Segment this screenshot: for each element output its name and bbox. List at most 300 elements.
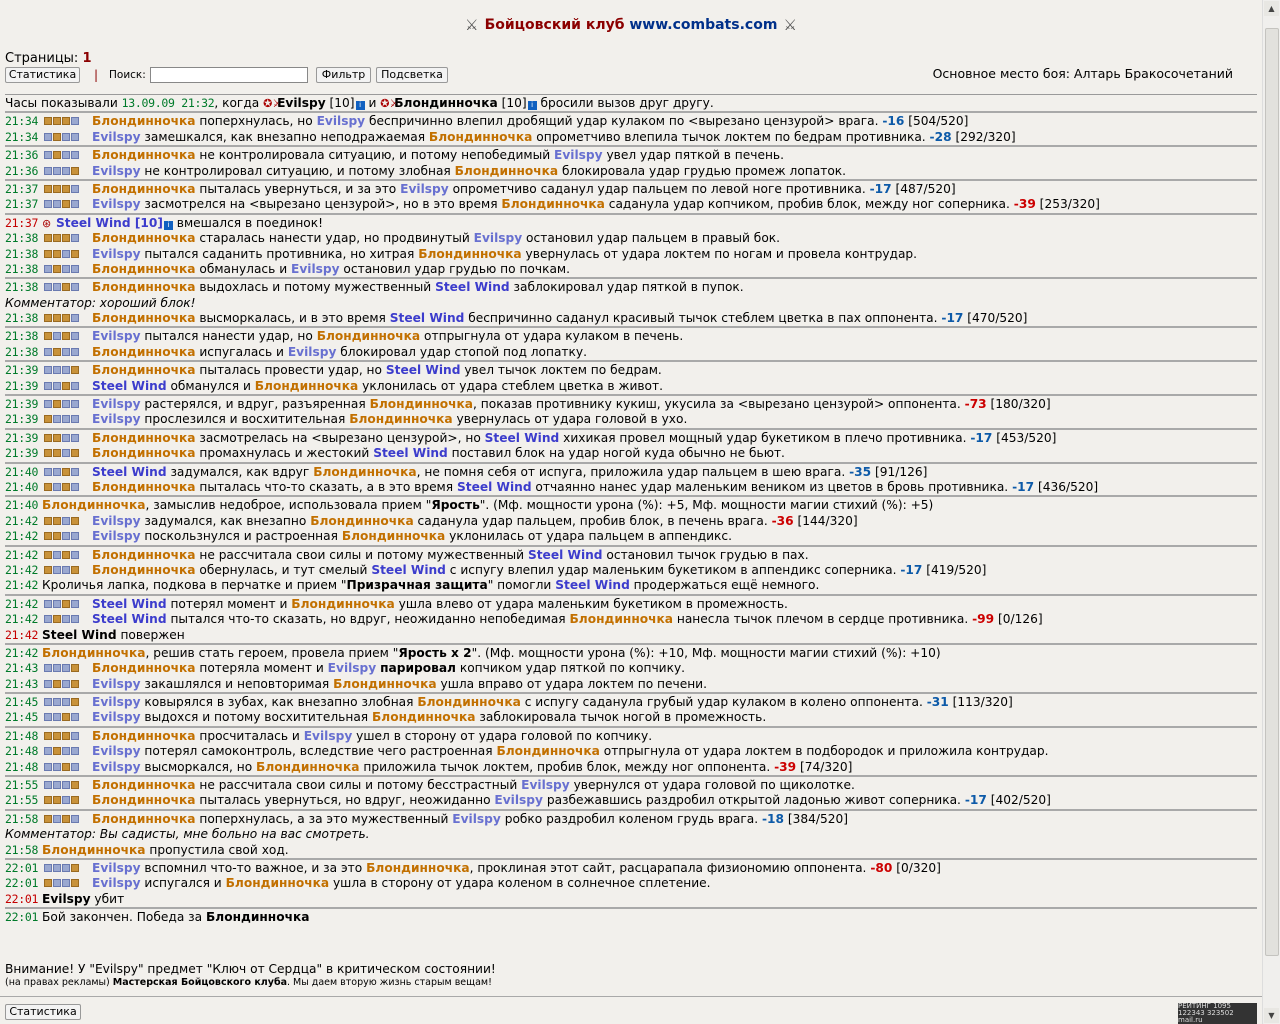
damage-value: -17 bbox=[970, 430, 993, 445]
log-text: [436/520] bbox=[1034, 479, 1099, 494]
log-text: вспомнил что-то важное, и за это bbox=[140, 860, 367, 875]
stats-button-bottom[interactable]: Статистика bbox=[5, 1004, 81, 1020]
log-text: засмотрелся на <вырезано цензурой>, но в это время bbox=[140, 197, 502, 212]
zone-square-icon bbox=[53, 400, 61, 408]
zone-square-icon bbox=[44, 434, 52, 442]
player-steel-wind[interactable]: Steel Wind bbox=[456, 479, 532, 494]
zone-square-icon bbox=[71, 532, 79, 540]
zone-square-icon bbox=[71, 698, 79, 706]
log-row bbox=[5, 578, 1257, 593]
info-icon[interactable]: i bbox=[164, 221, 173, 230]
log-time: 21:39 bbox=[5, 446, 39, 461]
log-block bbox=[5, 909, 1257, 925]
search-input[interactable] bbox=[150, 67, 308, 83]
filter-button[interactable]: Фильтр bbox=[316, 67, 371, 83]
log-time: 21:42 bbox=[5, 612, 39, 627]
player-evilspy[interactable]: Evilspy bbox=[92, 860, 141, 875]
zone-square-icon bbox=[62, 400, 70, 408]
hit-zone-icons bbox=[44, 747, 90, 756]
zone-square-icon bbox=[62, 468, 70, 476]
log-text: саданула удар пальцем, пробив блок, в печень врага. bbox=[413, 513, 772, 528]
search-label: Поиск: bbox=[109, 69, 146, 81]
log-block bbox=[5, 497, 1257, 546]
zone-square-icon bbox=[44, 566, 52, 574]
log-row bbox=[5, 412, 1257, 427]
player-evilspy[interactable]: Evilspy bbox=[400, 181, 449, 196]
player-blondinochka[interactable]: Блондинночка bbox=[428, 129, 533, 144]
zone-square-icon bbox=[53, 796, 61, 804]
log-text: [504/520] bbox=[904, 114, 969, 129]
player-blondinochka[interactable]: Блондинночка bbox=[42, 498, 146, 513]
zone-square-icon bbox=[62, 763, 70, 771]
player-evilspy[interactable]: Evilspy bbox=[92, 197, 141, 212]
player-evilspy[interactable]: Evilspy bbox=[92, 246, 141, 261]
player-evilspy[interactable]: Evilspy bbox=[92, 529, 141, 544]
zone-square-icon bbox=[62, 600, 70, 608]
player-blondinochka[interactable]: Блондинночка bbox=[92, 811, 196, 826]
hit-zone-icons bbox=[44, 449, 90, 458]
player-steel-wind[interactable]: Steel Wind bbox=[92, 378, 167, 393]
zone-square-icon bbox=[44, 415, 52, 423]
player-evilspy[interactable]: Evilspy bbox=[473, 231, 523, 246]
log-block bbox=[5, 396, 1257, 430]
player-steel-wind[interactable]: Steel Wind [10] bbox=[56, 215, 163, 230]
log-row bbox=[5, 760, 1257, 775]
vertical-scrollbar[interactable] bbox=[1262, 0, 1280, 1024]
player-evilspy[interactable]: Evilspy bbox=[92, 744, 141, 759]
clan-emblem-icon: ⊛ bbox=[42, 216, 52, 230]
hit-zone-icons bbox=[44, 468, 90, 477]
log-row bbox=[5, 861, 1257, 876]
player-steel-wind[interactable]: Steel Wind bbox=[484, 430, 560, 445]
log-text: ушла в сторону от удара коленом в солнечное сплетение. bbox=[329, 876, 711, 891]
zone-square-icon bbox=[71, 763, 79, 771]
bold-text: Блондинночка bbox=[206, 910, 310, 925]
zone-square-icon bbox=[53, 382, 61, 390]
log-row bbox=[5, 514, 1257, 529]
log-text: опрометчиво саданул удар пальцем по левой ноге противника. bbox=[448, 181, 870, 196]
damage-value: -31 bbox=[926, 695, 949, 710]
player-blondinochka[interactable]: Блондинночка bbox=[92, 562, 196, 577]
player-evilspy[interactable]: Evilspy bbox=[327, 661, 377, 676]
log-text: заблокировал удар пяткой в пупок. bbox=[509, 280, 744, 295]
log-text: растерялся, и вдруг, разъяренная bbox=[140, 397, 370, 412]
log-text: повержен bbox=[116, 627, 185, 642]
player-blondinochka[interactable]: Блондинночка bbox=[313, 464, 417, 479]
player-blondinochka[interactable]: Блондинночка bbox=[254, 378, 359, 393]
log-text: саданула удар копчиком, пробив блок, между ног соперника. bbox=[604, 197, 1014, 212]
log-text: [0/320] bbox=[892, 860, 941, 875]
hit-zone-icons bbox=[44, 314, 90, 323]
log-text: обманулась и bbox=[195, 261, 291, 276]
log-time: 21:45 bbox=[5, 710, 39, 725]
log-row bbox=[5, 465, 1257, 480]
title-url-link[interactable]: www.combats.com bbox=[629, 17, 778, 33]
player-evilspy[interactable]: Evilspy bbox=[316, 114, 366, 129]
player-evilspy[interactable]: Evilspy bbox=[494, 793, 543, 808]
log-text: пропустила свой ход. bbox=[145, 842, 289, 857]
zone-square-icon bbox=[62, 747, 70, 755]
zone-square-icon bbox=[44, 600, 52, 608]
log-row bbox=[5, 480, 1257, 495]
player-evilspy[interactable]: Evilspy bbox=[92, 329, 141, 344]
intro-when: , когда bbox=[214, 96, 260, 110]
intro-time: 13.09.09 21:32 bbox=[121, 96, 215, 110]
advertisement bbox=[5, 977, 492, 988]
zone-square-icon bbox=[71, 615, 79, 623]
zone-square-icon bbox=[53, 434, 61, 442]
stats-button[interactable]: Статистика bbox=[5, 67, 80, 83]
hit-zone-icons bbox=[44, 415, 90, 424]
log-row bbox=[5, 695, 1257, 710]
hit-zone-icons bbox=[44, 283, 90, 292]
zone-square-icon bbox=[71, 151, 79, 159]
log-text: [180/320] bbox=[986, 397, 1051, 412]
player-blondinochka[interactable]: Блондинночка bbox=[496, 744, 600, 759]
log-time: 21:42 bbox=[5, 596, 39, 611]
log-time: 22:01 bbox=[5, 910, 39, 925]
zone-square-icon bbox=[53, 713, 61, 721]
player-blondinochka[interactable]: Блондинночка bbox=[291, 596, 395, 611]
hit-zone-icons bbox=[44, 698, 90, 707]
zone-square-icon bbox=[44, 348, 52, 356]
log-text: с испугу саданула грубый удар кулаком в колено оппонента. bbox=[520, 695, 927, 710]
player-evilspy[interactable]: Evilspy bbox=[287, 344, 337, 359]
log-time: 21:38 bbox=[5, 231, 39, 246]
player-evilspy[interactable]: Evilspy bbox=[92, 397, 141, 412]
player-evilspy[interactable]: Evilspy bbox=[92, 412, 141, 427]
zone-square-icon bbox=[62, 415, 70, 423]
zone-square-icon bbox=[53, 566, 61, 574]
bold-text: Evilspy bbox=[42, 891, 91, 906]
player-evilspy[interactable]: Evilspy bbox=[303, 728, 353, 743]
zone-square-icon bbox=[44, 283, 52, 291]
commentator-text: Комментатор: Вы садисты, мне больно на вас смотреть. bbox=[5, 827, 370, 842]
scrollbar-thumb[interactable] bbox=[1265, 28, 1279, 956]
zone-square-icon bbox=[53, 265, 61, 273]
zone-square-icon bbox=[44, 185, 52, 193]
player-steel-wind[interactable]: Steel Wind bbox=[527, 547, 603, 562]
log-text: хихикая провел мощный удар букетиком в плечо противника. bbox=[559, 430, 971, 445]
log-time: 21:48 bbox=[5, 728, 39, 743]
log-text: поставил блок на удар ногой куда обычно не бьют. bbox=[447, 446, 785, 461]
player-blondinochka[interactable]: Блондинночка bbox=[92, 148, 196, 163]
player-blondinochka[interactable]: Блондинночка bbox=[42, 842, 146, 857]
title-club-name: Бойцовский клуб bbox=[484, 17, 625, 33]
log-text: ушла вправо от удара локтем по печени. bbox=[436, 676, 707, 691]
zone-square-icon bbox=[71, 449, 79, 457]
zone-square-icon bbox=[62, 781, 70, 789]
player-steel-wind[interactable]: Steel Wind bbox=[92, 464, 167, 479]
scroll-up-icon[interactable]: ▲ bbox=[1264, 1, 1279, 16]
zone-square-icon bbox=[53, 615, 61, 623]
player-evilspy[interactable]: Evilspy bbox=[554, 148, 603, 163]
zone-square-icon bbox=[53, 747, 61, 755]
log-text: пыталась что-то сказать, а в это время bbox=[195, 479, 457, 494]
log-text: просчиталась и bbox=[195, 728, 304, 743]
hit-zone-icons bbox=[44, 400, 90, 409]
player-blondinochka[interactable]: Блондинночка bbox=[92, 728, 196, 743]
damage-value-critical: -36 bbox=[771, 513, 794, 528]
player-steel-wind[interactable]: Steel Wind bbox=[371, 562, 446, 577]
player-steel-wind[interactable]: Steel Wind bbox=[92, 596, 167, 611]
log-row bbox=[5, 597, 1257, 612]
log-time: 21:42 bbox=[5, 513, 39, 528]
zone-square-icon bbox=[44, 615, 52, 623]
zone-square-icon bbox=[62, 250, 70, 258]
player-blondinochka[interactable]: Блондинночка bbox=[92, 778, 196, 793]
hit-zone-icons bbox=[44, 763, 90, 772]
damage-value-critical: -73 bbox=[964, 397, 987, 412]
player-steel-wind[interactable]: Steel Wind bbox=[389, 311, 465, 326]
log-block bbox=[5, 147, 1257, 181]
zone-square-icon bbox=[53, 763, 61, 771]
log-time: 21:40 bbox=[5, 464, 39, 479]
zone-square-icon bbox=[71, 200, 79, 208]
log-text: промахнулась и жестокий bbox=[195, 446, 374, 461]
log-row bbox=[5, 363, 1257, 378]
hit-zone-icons bbox=[44, 781, 90, 790]
player-evilspy[interactable]: Evilspy bbox=[92, 695, 141, 710]
zone-square-icon bbox=[44, 167, 52, 175]
zone-square-icon bbox=[53, 234, 61, 242]
info-icon[interactable]: i bbox=[356, 101, 365, 110]
player-blondinochka[interactable]: Блондинночка bbox=[92, 661, 196, 676]
hit-zone-icons bbox=[44, 864, 90, 873]
player-evilspy[interactable]: Evilspy bbox=[277, 96, 326, 110]
player-blondinochka[interactable]: Блондинночка bbox=[92, 114, 196, 129]
log-row bbox=[5, 843, 1257, 858]
player-blondinochka[interactable]: Блондинночка bbox=[92, 261, 196, 276]
zone-square-icon bbox=[62, 615, 70, 623]
hit-zone-icons bbox=[44, 332, 90, 341]
log-text: увернулась от удара локтем по ногам и провела контрудар. bbox=[521, 246, 918, 261]
player-blondinochka[interactable]: Блондинночка bbox=[310, 513, 414, 528]
player-blondinochka[interactable]: Блондинночка bbox=[92, 344, 196, 359]
log-text: [292/320] bbox=[951, 129, 1016, 144]
player-steel-wind[interactable]: Steel Wind bbox=[435, 280, 510, 295]
zone-square-icon bbox=[53, 117, 61, 125]
highlight-button[interactable]: Подсветка bbox=[376, 67, 448, 83]
zone-square-icon bbox=[44, 747, 52, 755]
player-blondinochka[interactable]: Блондинночка bbox=[92, 311, 196, 326]
log-row bbox=[5, 910, 1257, 925]
zone-square-icon bbox=[71, 732, 79, 740]
player-steel-wind[interactable]: Steel Wind bbox=[385, 363, 461, 378]
log-row bbox=[5, 114, 1257, 129]
player-evilspy[interactable]: Evilspy bbox=[92, 759, 141, 774]
damage-value: -17 bbox=[941, 311, 964, 326]
zone-square-icon bbox=[71, 517, 79, 525]
player-evilspy[interactable]: Evilspy bbox=[92, 129, 141, 144]
player-blondinochka[interactable]: Блондинночка bbox=[333, 676, 437, 691]
log-time: 21:39 bbox=[5, 378, 39, 393]
zone-square-icon bbox=[44, 698, 52, 706]
ad-link[interactable]: Мастерская Бойцовского клуба bbox=[112, 977, 287, 988]
zone-square-icon bbox=[71, 664, 79, 672]
player-blondinochka[interactable]: Блондинночка bbox=[256, 759, 360, 774]
damage-value: -35 bbox=[849, 464, 872, 479]
player-evilspy[interactable]: Evilspy bbox=[521, 778, 570, 793]
log-row bbox=[5, 182, 1257, 197]
log-block bbox=[5, 860, 1257, 909]
log-block bbox=[5, 645, 1257, 694]
log-text: [453/520] bbox=[992, 430, 1057, 445]
log-block bbox=[5, 694, 1257, 728]
log-text: уклонилась от удара стеблем цветка в живот. bbox=[358, 378, 663, 393]
zone-square-icon bbox=[71, 250, 79, 258]
log-time: 21:38 bbox=[5, 311, 39, 326]
log-block bbox=[5, 279, 1257, 328]
zone-square-icon bbox=[44, 664, 52, 672]
zone-square-icon bbox=[62, 167, 70, 175]
log-row bbox=[5, 661, 1257, 676]
pagination bbox=[5, 51, 92, 66]
player-blondinochka[interactable]: Блондинночка bbox=[341, 529, 446, 544]
player-blondinochka[interactable]: Блондинночка bbox=[454, 163, 559, 178]
damage-value: -28 bbox=[929, 129, 952, 144]
player-blondinochka[interactable]: Блондинночка bbox=[92, 280, 196, 295]
zone-square-icon bbox=[71, 348, 79, 356]
player-steel-wind[interactable]: Steel Wind bbox=[555, 578, 630, 593]
zone-square-icon bbox=[62, 434, 70, 442]
hit-zone-icons bbox=[44, 796, 90, 805]
zone-square-icon bbox=[53, 250, 61, 258]
player-blondinochka[interactable]: Блондинночка bbox=[92, 181, 196, 196]
log-time: 22:01 bbox=[5, 876, 39, 891]
info-icon[interactable]: i bbox=[528, 101, 537, 110]
log-text: копчиком удар пяткой по копчику. bbox=[455, 661, 686, 676]
player-blondinochka[interactable]: Блондинночка bbox=[316, 329, 421, 344]
player-evilspy[interactable]: Evilspy bbox=[92, 513, 141, 528]
zone-square-icon bbox=[62, 517, 70, 525]
player-blondinochka[interactable]: Блондинночка bbox=[369, 397, 474, 412]
zone-square-icon bbox=[71, 815, 79, 823]
zone-square-icon bbox=[71, 283, 79, 291]
player-evilspy[interactable]: Evilspy bbox=[291, 261, 340, 276]
log-block bbox=[5, 215, 1257, 280]
log-text: [470/520] bbox=[963, 311, 1028, 326]
player-blondinochka[interactable]: Блондинночка bbox=[394, 96, 498, 110]
zone-square-icon bbox=[71, 332, 79, 340]
log-row bbox=[5, 793, 1257, 808]
zone-square-icon bbox=[71, 400, 79, 408]
log-text: высморкалась, и в это время bbox=[195, 311, 390, 326]
page-link-1[interactable]: 1 bbox=[82, 51, 92, 66]
zone-square-icon bbox=[53, 314, 61, 322]
log-text: [91/126] bbox=[871, 464, 928, 479]
zone-square-icon bbox=[44, 680, 52, 688]
zone-square-icon bbox=[71, 747, 79, 755]
zone-square-icon bbox=[53, 517, 61, 525]
player-blondinochka[interactable]: Блондинночка bbox=[92, 547, 196, 562]
zone-square-icon bbox=[44, 796, 52, 804]
log-text: , решив стать героем, провела прием " bbox=[145, 645, 399, 660]
log-text: не контролировала ситуацию, и потому непобедимый bbox=[195, 148, 555, 163]
player-blondinochka[interactable]: Блондинночка bbox=[92, 231, 196, 246]
scroll-down-icon[interactable]: ▼ bbox=[1264, 1008, 1279, 1023]
player-blondinochka[interactable]: Блондинночка bbox=[92, 479, 196, 494]
log-time: 22:01 bbox=[5, 860, 39, 875]
zone-square-icon bbox=[71, 265, 79, 273]
player-evilspy[interactable]: Evilspy bbox=[92, 163, 141, 178]
damage-value: -16 bbox=[882, 114, 905, 129]
zone-square-icon bbox=[53, 283, 61, 291]
log-text: выдохся и потому восхитительная bbox=[140, 710, 373, 725]
zone-square-icon bbox=[53, 200, 61, 208]
log-row bbox=[5, 876, 1257, 891]
player-evilspy[interactable]: Evilspy bbox=[92, 676, 141, 691]
zone-square-icon bbox=[71, 566, 79, 574]
player-blondinochka[interactable]: Блондинночка bbox=[92, 446, 196, 461]
player-blondinochka[interactable]: Блондинночка bbox=[92, 363, 196, 378]
player-evilspy[interactable]: Evilspy bbox=[92, 876, 141, 891]
log-time: 21:38 bbox=[5, 280, 39, 295]
log-row bbox=[5, 778, 1257, 793]
zone-square-icon bbox=[71, 167, 79, 175]
log-row bbox=[5, 262, 1257, 277]
log-row bbox=[5, 345, 1257, 360]
player-blondinochka[interactable]: Блондинночка bbox=[569, 612, 673, 627]
player-steel-wind[interactable]: Steel Wind bbox=[373, 446, 448, 461]
player-evilspy[interactable]: Evilspy bbox=[452, 811, 501, 826]
log-text: [419/520] bbox=[922, 562, 987, 577]
player-blondinochka[interactable]: Блондинночка bbox=[225, 876, 330, 891]
zone-square-icon bbox=[44, 133, 52, 141]
log-time: 21:43 bbox=[5, 661, 39, 676]
player-blondinochka[interactable]: Блондинночка bbox=[42, 645, 146, 660]
rating-counter[interactable]: РЕЙТИНГ 1095 122343 323502 mail.ru bbox=[1178, 1003, 1257, 1024]
log-text: [74/320] bbox=[796, 759, 853, 774]
hit-zone-icons bbox=[44, 600, 90, 609]
player-blondinochka[interactable]: Блондинночка bbox=[417, 695, 521, 710]
player-blondinochka[interactable]: Блондинночка bbox=[92, 430, 196, 445]
log-row bbox=[5, 296, 1257, 311]
hit-zone-icons bbox=[44, 615, 90, 624]
zone-square-icon bbox=[62, 815, 70, 823]
zone-square-icon bbox=[44, 314, 52, 322]
log-time: 21:45 bbox=[5, 695, 39, 710]
log-text: , показав противнику кукиш, укусила за <вырезано цензурой> оппонента. bbox=[473, 397, 965, 412]
zone-square-icon bbox=[71, 879, 79, 887]
player-blondinochka[interactable]: Блондинночка bbox=[366, 860, 470, 875]
player-blondinochka[interactable]: Блондинночка bbox=[349, 412, 453, 427]
player-blondinochka[interactable]: Блондинночка bbox=[92, 793, 196, 808]
log-text: Бой закончен. Победа за bbox=[42, 910, 206, 925]
player-blondinochka[interactable]: Блондинночка bbox=[372, 710, 476, 725]
battle-log bbox=[5, 94, 1257, 926]
log-row bbox=[5, 197, 1257, 212]
log-time: 21:39 bbox=[5, 412, 39, 427]
player-blondinochka[interactable]: Блондинночка bbox=[418, 246, 522, 261]
zone-square-icon bbox=[62, 265, 70, 273]
zone-square-icon bbox=[44, 517, 52, 525]
player-evilspy[interactable]: Evilspy bbox=[92, 710, 141, 725]
zone-square-icon bbox=[53, 732, 61, 740]
zone-square-icon bbox=[62, 483, 70, 491]
log-text: увел удар пяткой в печень. bbox=[602, 148, 784, 163]
log-row bbox=[5, 646, 1257, 661]
zone-square-icon bbox=[53, 332, 61, 340]
player-steel-wind[interactable]: Steel Wind bbox=[92, 612, 167, 627]
bold-text: Ярость bbox=[431, 498, 480, 513]
log-row bbox=[5, 498, 1257, 513]
log-text: замешкался, как внезапно неподражаемая bbox=[140, 129, 429, 144]
player-blondinochka[interactable]: Блондинночка bbox=[501, 197, 605, 212]
ad-prefix: (на правах рекламы) bbox=[5, 977, 113, 988]
log-block bbox=[5, 362, 1257, 396]
zone-square-icon bbox=[71, 133, 79, 141]
